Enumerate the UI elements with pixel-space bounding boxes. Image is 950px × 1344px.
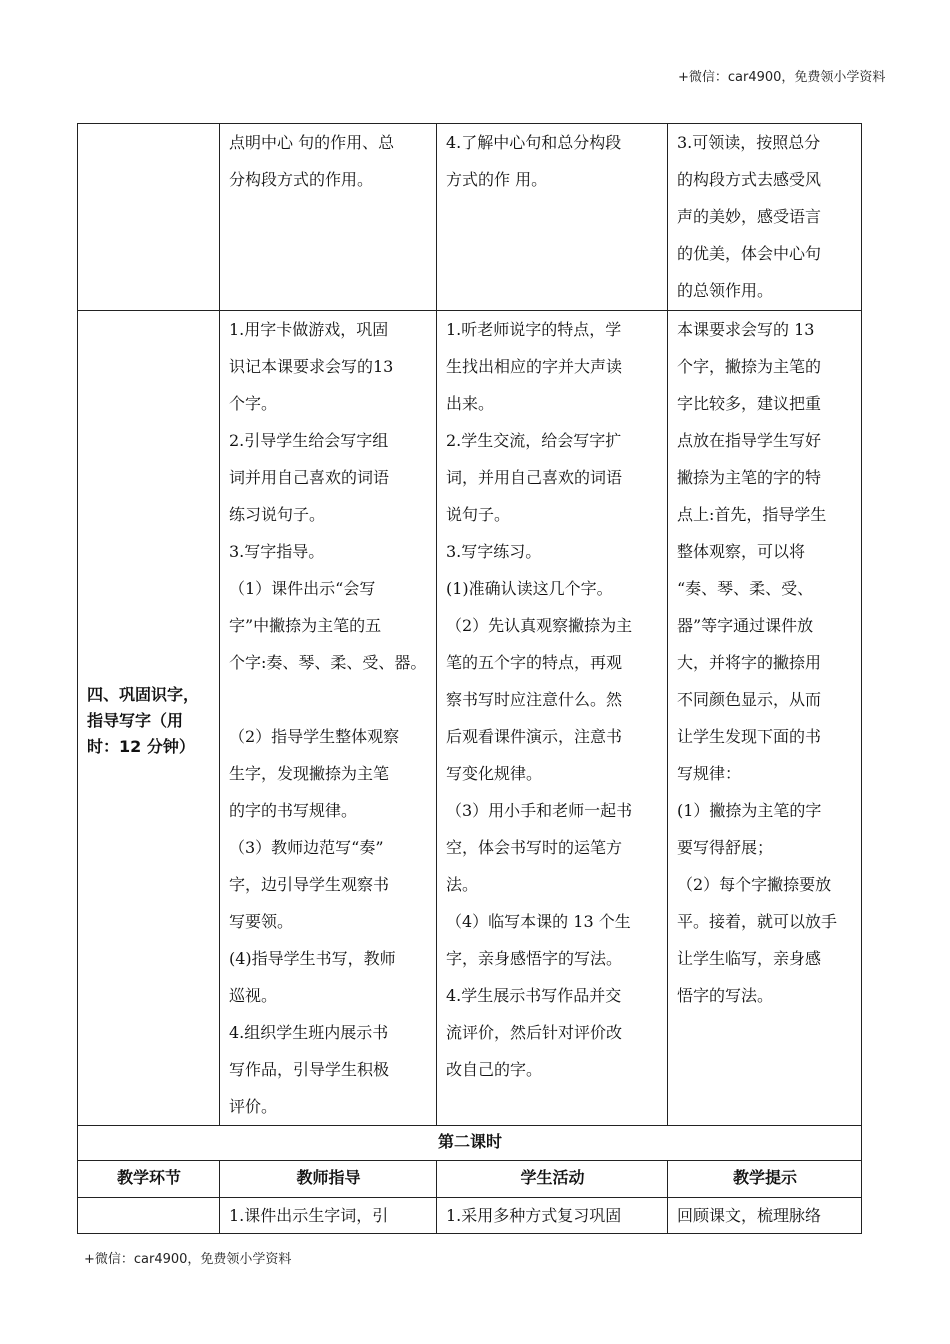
text-line: 法。 xyxy=(446,875,479,894)
text-line: 1.用字卡做游戏，巩固 xyxy=(229,320,389,339)
text-line: “奏、琴、柔、受、 xyxy=(677,579,814,598)
teacher-guidance-cell: 1.课件出示生字词，引 xyxy=(220,1198,437,1234)
header-tips: 教学提示 xyxy=(668,1161,862,1198)
header-teacher: 教师指导 xyxy=(220,1161,437,1198)
text-line: 4.了解中心句和总分构段 xyxy=(446,133,622,152)
text-line: 整体观察，可以将 xyxy=(677,542,806,561)
text-line: (1)准确认读这几个字。 xyxy=(446,579,613,598)
text-line: 要写得舒展； xyxy=(677,838,774,857)
text-line: 本课要求会写的 13 xyxy=(677,320,815,339)
text-line: 点上:首先，指导学生 xyxy=(677,505,827,524)
text-line: 字，亲身感悟字的写法。 xyxy=(446,949,623,968)
text-line: 器”等字通过课件放 xyxy=(677,616,814,635)
text-line: 评价。 xyxy=(229,1097,278,1116)
text-line: 的字的书写规律。 xyxy=(229,801,358,820)
text-line: 悟字的写法。 xyxy=(677,986,774,1005)
text-line: 写作品，引导学生积极 xyxy=(229,1060,390,1079)
text-line: 4.学生展示书写作品并交 xyxy=(446,986,622,1005)
text-line: 撇捺为主笔的字的特 xyxy=(677,468,822,487)
text-line: （3）教师边范写“奏” xyxy=(229,838,384,857)
teacher-guidance-cell xyxy=(220,311,437,1126)
text-line: 的优美，体会中心句 xyxy=(677,244,822,263)
text-line: 平。接着，就可以放手 xyxy=(677,912,838,931)
text-line: 字，边引导学生观察书 xyxy=(229,875,390,894)
text-line: 不同颜色显示，从而 xyxy=(677,690,822,709)
text-line: 3.写字指导。 xyxy=(229,542,325,561)
stage-cell xyxy=(78,1198,220,1234)
text-line: 流评价，然后针对评价改 xyxy=(446,1023,623,1042)
teacher-guidance-cell xyxy=(220,124,437,311)
table-row xyxy=(78,311,862,1126)
text-line: 改自己的字。 xyxy=(446,1060,543,1079)
text-line: 声的美妙，感受语言 xyxy=(677,207,822,226)
text-line: 空，体会书写时的运笔方 xyxy=(446,838,623,857)
text-line: 的总领作用。 xyxy=(677,281,774,300)
text-line: 个字，撇捺为主笔的 xyxy=(677,357,822,376)
text-line: 字”中撇捺为主笔的五 xyxy=(229,616,382,635)
text-line: （4）临写本课的 13 个生 xyxy=(446,912,631,931)
text-line: （2）先认真观察撇捺为主 xyxy=(446,616,633,635)
table-row xyxy=(78,1198,862,1234)
text-line: 字比较多，建议把重 xyxy=(677,394,822,413)
text-line: 2.引导学生给会写字组 xyxy=(229,431,389,450)
text-line: 的构段方式去感受风 xyxy=(677,170,822,189)
text-line: 笔的五个字的特点，再观 xyxy=(446,653,623,672)
text-line: 巡视。 xyxy=(229,986,278,1005)
text-line: 后观看课件演示，注意书 xyxy=(446,727,623,746)
text-line: (4)指导学生书写，教师 xyxy=(229,949,396,968)
student-activity-cell xyxy=(437,311,668,1126)
text-line: （1）课件出示“会写 xyxy=(229,579,376,598)
text-line: 4.组织学生班内展示书 xyxy=(229,1023,389,1042)
teaching-tips-cell: 回顾课文，梳理脉络 xyxy=(668,1198,862,1234)
text-line: 练习说句子。 xyxy=(229,505,326,524)
text-line: （3）用小手和老师一起书 xyxy=(446,801,633,820)
text-line: 识记本课要求会写的13 xyxy=(229,357,394,376)
text-line: （2）指导学生整体观察 xyxy=(229,727,400,746)
text-line: 写变化规律。 xyxy=(446,764,543,783)
text-line: (1）撇捺为主笔的字 xyxy=(677,801,822,820)
text-line: 生找出相应的字并大声读 xyxy=(446,357,623,376)
student-activity-cell: 1.采用多种方式复习巩固 xyxy=(437,1198,668,1234)
text-line: 分构段方式的作用。 xyxy=(229,170,374,189)
text-line: 1.听老师说字的特点，学 xyxy=(446,320,622,339)
text-line: 生字，发现撇捺为主笔 xyxy=(229,764,390,783)
watermark-bottom: +微信：car4900，免费领小学资料 xyxy=(84,1252,292,1267)
text-line: 3.可领读，按照总分 xyxy=(677,133,821,152)
table-row xyxy=(78,124,862,311)
text-line: 方式的作 用。 xyxy=(446,170,548,189)
text-line: 2.学生交流，给会写字扩 xyxy=(446,431,622,450)
text-line: 察书写时应注意什么。然 xyxy=(446,690,623,709)
lesson-plan-table xyxy=(77,123,862,1234)
text-line: 让学生临写，亲身感 xyxy=(677,949,822,968)
text-line: 大，并将字的撇捺用 xyxy=(677,653,822,672)
text-line: 让学生发现下面的书 xyxy=(677,727,822,746)
text-line: 写规律： xyxy=(677,764,742,783)
text-line: 词并用自己喜欢的词语 xyxy=(229,468,390,487)
text-line: 出来。 xyxy=(446,394,495,413)
stage-cell xyxy=(78,124,220,311)
text-line: 个字。 xyxy=(229,394,278,413)
text-line: 个字:奏、琴、柔、受、器。 xyxy=(229,653,427,672)
blank-line xyxy=(229,681,428,718)
teaching-tips-cell xyxy=(668,311,862,1126)
teaching-tips-cell xyxy=(668,124,862,311)
text-line: （2）每个字撇捺要放 xyxy=(677,875,832,894)
header-row xyxy=(78,1161,862,1198)
text-line: 点明中心 句的作用、总 xyxy=(229,133,395,152)
header-student: 学生活动 xyxy=(437,1161,668,1198)
section-title-row xyxy=(78,1126,862,1161)
text-line: 写要领。 xyxy=(229,912,294,931)
header-stage: 教学环节 xyxy=(78,1161,220,1198)
stage-cell: 四、巩固识字，指导写字（用时：12 分钟） xyxy=(78,311,220,1126)
text-line: 3.写字练习。 xyxy=(446,542,542,561)
section-title: 第二课时 xyxy=(78,1126,862,1161)
student-activity-cell xyxy=(437,124,668,311)
watermark-top: +微信：car4900，免费领小学资料 xyxy=(678,70,886,85)
text-line: 点放在指导学生写好 xyxy=(677,431,822,450)
text-line: 说句子。 xyxy=(446,505,511,524)
text-line: 词，并用自己喜欢的词语 xyxy=(446,468,623,487)
